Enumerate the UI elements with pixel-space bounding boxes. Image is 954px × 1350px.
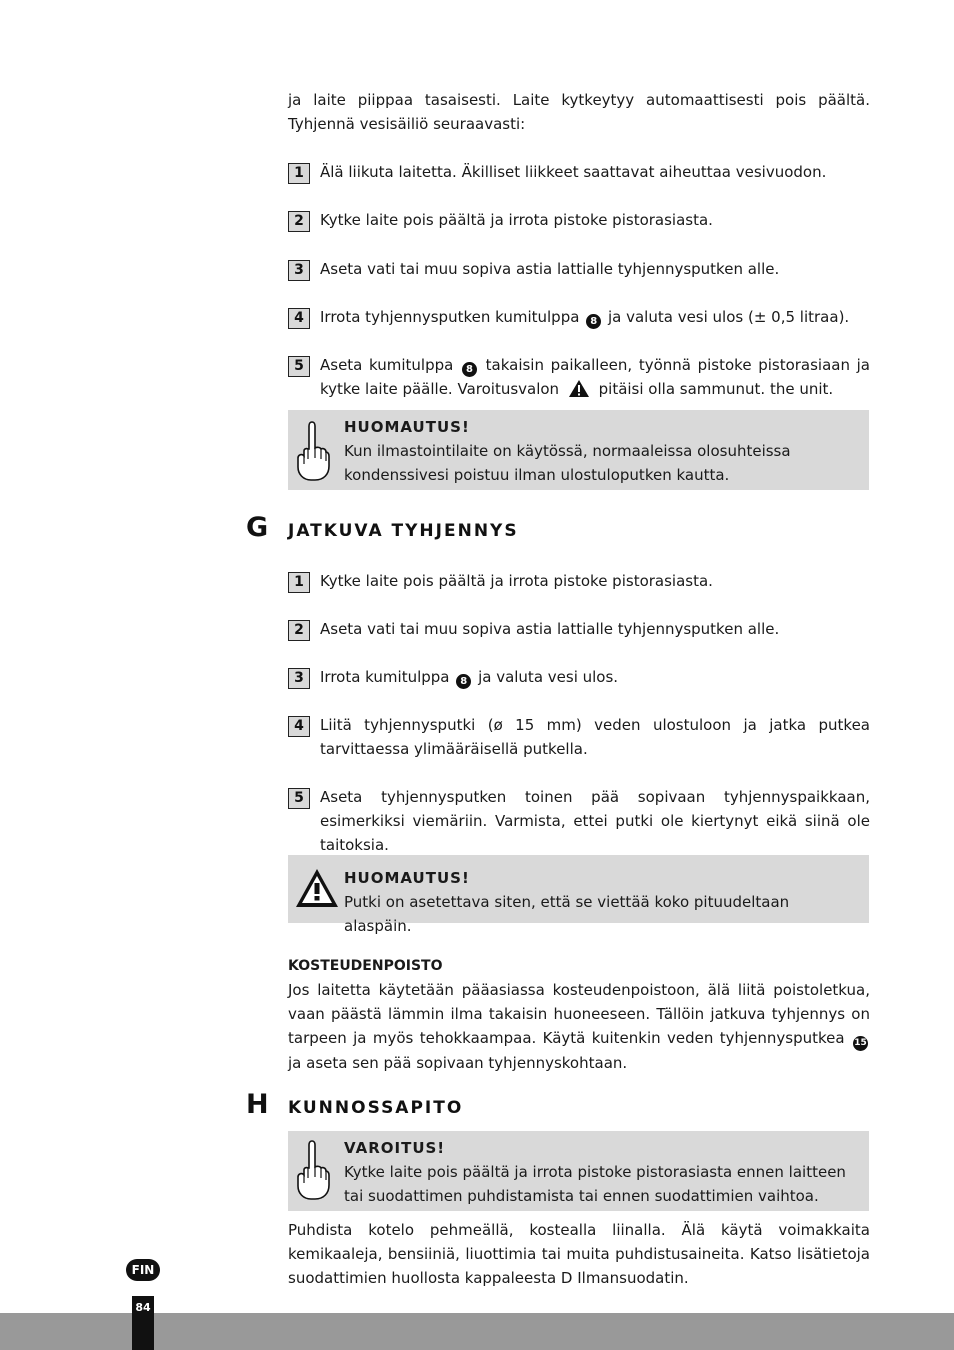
warning-title: VAROITUS! bbox=[344, 1139, 446, 1157]
step-text bbox=[320, 665, 870, 689]
note-box bbox=[288, 410, 869, 490]
step-number: 2 bbox=[288, 211, 310, 232]
step-number: 5 bbox=[288, 356, 310, 377]
step-text-part: Irrota tyhjennysputken kumitulppa bbox=[320, 308, 580, 326]
cleaning-paragraph bbox=[288, 1218, 870, 1290]
step-text: Aseta tyhjennysputken toinen pää sopivaan tyhjennyspaikkaan, esimerkiksi viemäriin. Varmista, ettei putki ole kiertynyt eikä siinä ole taitoksia. bbox=[320, 788, 870, 854]
step-item bbox=[288, 785, 870, 857]
step-text-part: Irrota kumitulppa bbox=[320, 668, 450, 686]
step-number: 5 bbox=[288, 788, 310, 809]
intro-text: ja laite piippaa tasaisesti. Laite kytkeytyy automaattisesti pois päältä. Tyhjennä vesisäiliö seuraavasti: bbox=[288, 91, 870, 133]
paragraph-part: Jos laitetta käytetään pääasiassa kosteudenpoistoon, älä liitä poistoletkua, vaan päästä lämmin ilma takaisin huoneeseen. Tällöin jatkuva tyhjennys on tarpeen ja myös tehokkaampaa. Käytä kuitenkin veden tyhjennysputkea bbox=[288, 981, 870, 1047]
section-title: JATKUVA TYHJENNYS bbox=[288, 521, 519, 541]
step-number: 4 bbox=[288, 716, 310, 737]
step-text-part: takaisin paikalleen, työnnä pistoke pistorasiaan ja kytke laite päälle. Varoitusvalon bbox=[320, 356, 870, 398]
step-text-part: ja valuta vesi ulos (± 0,5 litraa). bbox=[607, 308, 850, 326]
step-number: 4 bbox=[288, 308, 310, 329]
step-item bbox=[288, 665, 870, 689]
page-number: 84 bbox=[135, 1301, 151, 1314]
intro-paragraph bbox=[288, 88, 870, 136]
step-item bbox=[288, 257, 870, 281]
step-text: Älä liikuta laitetta. Äkilliset liikkeet saattavat aiheuttaa vesivuodon. bbox=[320, 163, 827, 181]
step-number: 3 bbox=[288, 668, 310, 689]
warning-triangle-icon bbox=[294, 867, 340, 909]
warning-body: Kytke laite pois päältä ja irrota pistoke pistorasiasta ennen laitteen tai suodattimen puhdistamista tai ennen suodattimien vaihtoa. bbox=[344, 1163, 846, 1205]
step-number: 3 bbox=[288, 260, 310, 281]
step-item bbox=[288, 208, 870, 232]
step-text-part: Aseta kumitulppa bbox=[320, 356, 454, 374]
part-ref-badge: 8 bbox=[462, 362, 477, 377]
note-title: HUOMAUTUS! bbox=[344, 418, 470, 436]
step-text: Kytke laite pois päältä ja irrota pistoke pistorasiasta. bbox=[320, 572, 713, 590]
dehum-paragraph bbox=[288, 978, 870, 1075]
pointing-hand-icon bbox=[294, 418, 330, 482]
step-text bbox=[320, 305, 870, 329]
section-letter: H bbox=[246, 1089, 269, 1120]
step-item bbox=[288, 617, 870, 641]
step-text: Liitä tyhjennysputki (ø 15 mm) veden ulostuloon ja jatka putkea tarvittaessa ylimääräisellä putkella. bbox=[320, 716, 870, 758]
part-ref-badge: 15 bbox=[853, 1036, 868, 1051]
pointing-hand-icon bbox=[294, 1137, 330, 1201]
step-text: Aseta vati tai muu sopiva astia lattialle tyhjennysputken alle. bbox=[320, 620, 780, 638]
step-text bbox=[320, 353, 870, 401]
cleaning-text: Puhdista kotelo pehmeällä, kostealla liinalla. Älä käytä voimakkaita kemikaaleja, bensiiniä, liuottimia tai muita puhdistusaineita. Katso lisätietoja suodattimien huollosta kappaleesta D Ilmansuodatin. bbox=[288, 1221, 870, 1287]
step-number: 1 bbox=[288, 572, 310, 593]
warning-box bbox=[288, 1131, 869, 1211]
dehum-text bbox=[288, 978, 870, 1075]
note-body: Kun ilmastointilaite on käytössä, normaaleissa olosuhteissa kondenssivesi poistuu ilman ulostuloputken kautta. bbox=[344, 442, 791, 484]
note-box bbox=[288, 855, 869, 935]
step-item bbox=[288, 713, 870, 761]
step-number: 2 bbox=[288, 620, 310, 641]
step-text-part: ja valuta vesi ulos. bbox=[478, 668, 619, 686]
note-body: Putki on asetettava siten, että se viettää koko pituudeltaan alaspäin. bbox=[344, 893, 790, 935]
warning-triangle-icon bbox=[568, 379, 590, 398]
step-item bbox=[288, 160, 870, 184]
step-item bbox=[288, 353, 870, 401]
section-title: KUNNOSSAPITO bbox=[288, 1098, 464, 1118]
part-ref-badge: 8 bbox=[456, 674, 471, 689]
part-ref-badge: 8 bbox=[586, 314, 601, 329]
paragraph-part: ja aseta sen pää sopivaan tyhjennyskohtaan. bbox=[288, 1054, 628, 1072]
step-item bbox=[288, 569, 870, 593]
step-item bbox=[288, 305, 870, 329]
step-text: Kytke laite pois päältä ja irrota pistoke pistorasiasta. bbox=[320, 211, 713, 229]
step-text-part: pitäisi olla sammunut. the unit. bbox=[598, 380, 834, 398]
note-title: HUOMAUTUS! bbox=[344, 869, 470, 887]
language-badge: FIN bbox=[126, 1259, 160, 1281]
step-text: Aseta vati tai muu sopiva astia lattialle tyhjennysputken alle. bbox=[320, 260, 780, 278]
section-letter: G bbox=[246, 512, 269, 543]
subsection-heading: KOSTEUDENPOISTO bbox=[288, 958, 443, 974]
step-number: 1 bbox=[288, 163, 310, 184]
